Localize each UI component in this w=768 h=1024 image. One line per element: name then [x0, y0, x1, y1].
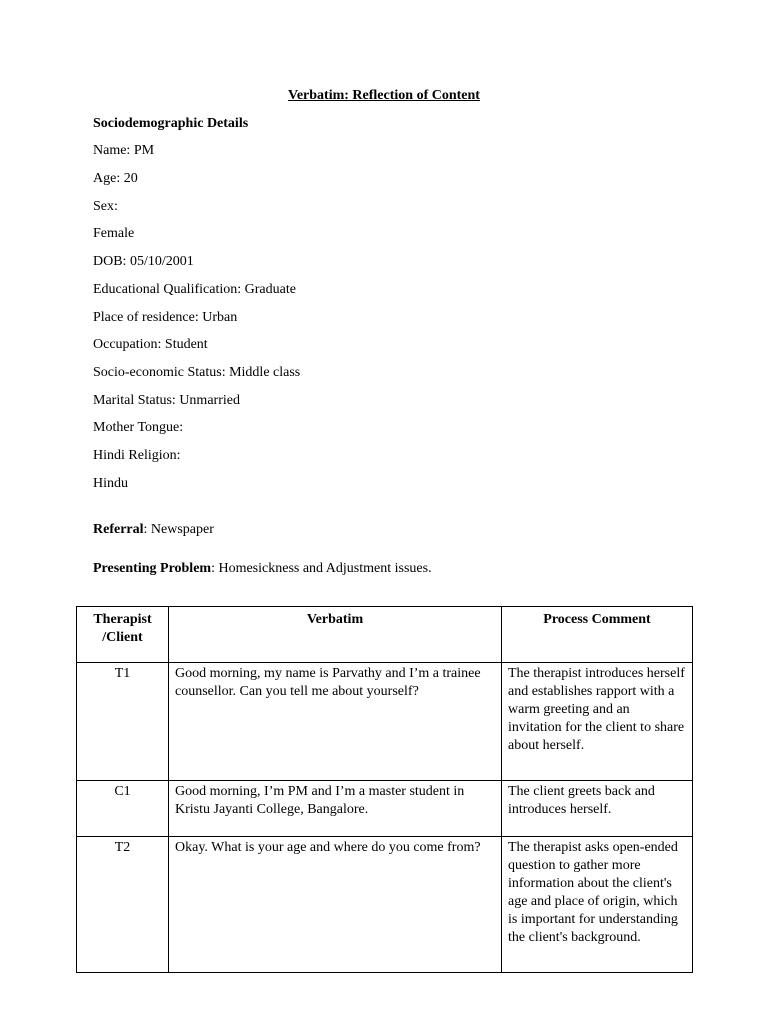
- table-row: [77, 663, 693, 781]
- row-verbatim: Okay. What is your age and where do you come from?: [169, 837, 502, 973]
- document-title: Verbatim: Reflection of Content: [288, 88, 480, 103]
- detail-name: Name: PM: [93, 143, 155, 158]
- header-verbatim: Verbatim: [169, 607, 502, 663]
- presenting-problem-line: [93, 561, 432, 577]
- detail-dob: DOB: 05/10/2001: [93, 254, 194, 269]
- row-comment: The therapist asks open-ended question to gather more information about the client's age and place of origin, which is important for understanding the client's background.: [502, 837, 693, 973]
- detail-socioeconomic: Socio-economic Status: Middle class: [93, 365, 301, 380]
- section-heading: Sociodemographic Details: [93, 116, 249, 131]
- referral-line: [93, 522, 214, 538]
- presenting-problem-label: Presenting Problem: [93, 561, 212, 576]
- referral-label: Referral: [93, 522, 144, 537]
- referral-value: : Newspaper: [143, 522, 214, 537]
- detail-mother-tongue: Mother Tongue:: [93, 420, 184, 435]
- header-comment: Process Comment: [502, 607, 693, 663]
- detail-occupation: Occupation: Student: [93, 337, 208, 352]
- row-comment: The therapist introduces herself and establishes rapport with a warm greeting and an invitation for the client to share about herself.: [502, 663, 693, 781]
- detail-religion-label: Hindi Religion:: [93, 448, 181, 463]
- header-speaker-line1: Therapist: [93, 612, 152, 627]
- row-speaker: T1: [77, 663, 169, 781]
- detail-sex-label: Sex:: [93, 199, 118, 214]
- row-verbatim: Good morning, I’m PM and I’m a master student in Kristu Jayanti College, Bangalore.: [169, 781, 502, 837]
- presenting-problem-value: : Homesickness and Adjustment issues.: [211, 561, 432, 576]
- row-comment: The client greets back and introduces herself.: [502, 781, 693, 837]
- row-verbatim: Good morning, my name is Parvathy and I’m a trainee counsellor. Can you tell me about yourself?: [169, 663, 502, 781]
- detail-residence: Place of residence: Urban: [93, 310, 238, 325]
- detail-sex-value: Female: [93, 226, 135, 241]
- table-row: [77, 781, 693, 837]
- header-speaker-line2: /Client: [102, 630, 143, 645]
- row-speaker: T2: [77, 837, 169, 973]
- row-speaker: C1: [77, 781, 169, 837]
- verbatim-table: [76, 606, 693, 973]
- detail-marital: Marital Status: Unmarried: [93, 393, 240, 408]
- detail-education: Educational Qualification: Graduate: [93, 282, 296, 297]
- header-speaker: [77, 607, 169, 663]
- detail-age: Age: 20: [93, 171, 138, 186]
- table-row: [77, 837, 693, 973]
- table-header-row: [77, 607, 693, 663]
- detail-religion-value: Hindu: [93, 476, 128, 491]
